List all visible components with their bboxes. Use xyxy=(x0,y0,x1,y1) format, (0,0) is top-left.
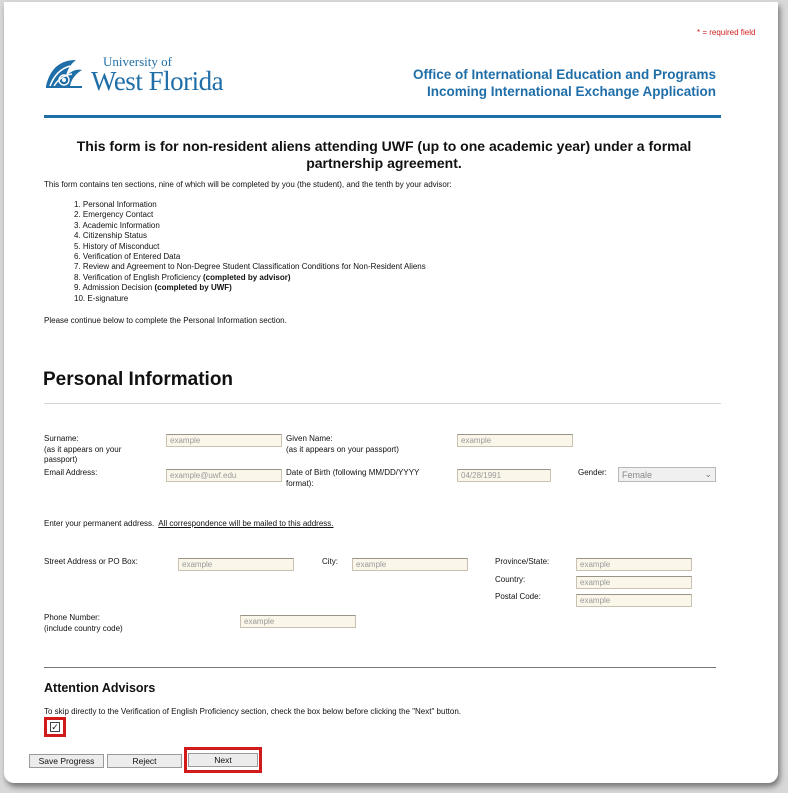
list-item: 9. Admission Decision (completed by UWF) xyxy=(74,283,232,293)
surname-hint: (as it appears on your passport) xyxy=(44,444,122,464)
address-note: All correspondence will be mailed to this address. xyxy=(158,519,334,528)
address-intro: Enter your permanent address. xyxy=(44,519,155,528)
list-item: 7. Review and Agreement to Non-Degree Student Classification Conditions for Non-Resident Aliens xyxy=(74,262,426,272)
phone-input[interactable]: example xyxy=(240,615,356,628)
list-item: 10. E-signature xyxy=(74,293,129,303)
given-name-label-group xyxy=(286,434,426,455)
reject-button[interactable]: Reject xyxy=(107,754,182,768)
dob-input[interactable]: 04/28/1991 xyxy=(457,469,551,482)
advisor-divider xyxy=(44,667,716,668)
application-title: Incoming International Exchange Application xyxy=(426,84,716,99)
street-label: Street Address or PO Box: xyxy=(44,557,138,566)
given-name-label: Given Name: xyxy=(286,434,333,443)
list-item: 1. Personal Information xyxy=(74,200,157,209)
street-input[interactable]: example xyxy=(178,558,294,571)
advisors-text: To skip directly to the Verification of English Proficiency section, check the box below before clicking the "Next" button. xyxy=(44,707,462,716)
province-label: Province/State: xyxy=(495,557,550,566)
nautilus-shell-icon xyxy=(44,56,84,94)
logo-line1: University of xyxy=(103,54,172,69)
logo-line2: West Florida xyxy=(91,66,224,96)
province-input[interactable]: example xyxy=(576,558,692,571)
country-label: Country: xyxy=(495,575,526,584)
surname-input[interactable]: example xyxy=(166,434,282,447)
section-title-personal: Personal Information xyxy=(43,369,234,390)
gender-select[interactable] xyxy=(618,467,716,482)
continue-text: Please continue below to complete the Personal Information section. xyxy=(44,316,287,325)
postal-label: Postal Code: xyxy=(495,592,541,601)
list-item: 4. Citizenship Status xyxy=(74,231,147,241)
office-heading xyxy=(344,66,716,100)
city-input[interactable]: example xyxy=(352,558,468,571)
email-label: Email Address: xyxy=(44,468,98,477)
phone-label-group xyxy=(44,613,164,634)
email-input[interactable]: example@uwf.edu xyxy=(166,469,282,482)
dob-label: Date of Birth (following MM/DD/YYYY format): xyxy=(286,468,420,488)
chevron-down-icon: ⌄ xyxy=(704,469,712,479)
surname-label: Surname: xyxy=(44,434,79,443)
list-item: 5. History of Misconduct xyxy=(74,241,160,251)
phone-label: Phone Number: xyxy=(44,613,101,622)
phone-hint: (include country code) xyxy=(44,623,123,633)
intro-text: This form contains ten sections, nine of which will be completed by you (the student), and the tenth by your advisor: xyxy=(44,180,452,189)
given-name-input[interactable]: example xyxy=(457,434,573,447)
uwf-logo xyxy=(44,54,234,96)
section-list xyxy=(74,200,714,304)
list-item: 8. Verification of English Proficiency (completed by advisor) xyxy=(74,272,291,282)
gender-label: Gender: xyxy=(578,468,607,477)
save-progress-button[interactable]: Save Progress xyxy=(29,754,104,768)
city-label: City: xyxy=(322,557,338,566)
header-divider xyxy=(44,115,721,118)
form-headline: This form is for non-resident aliens attending UWF (up to one academic year) under a formal partnership agreement. xyxy=(76,138,692,171)
required-field-note: * = required field xyxy=(697,28,756,37)
skip-to-english-checkbox[interactable]: ✓ xyxy=(51,722,59,732)
list-item: 3. Academic Information xyxy=(74,220,160,230)
office-title: Office of International Education and Programs xyxy=(412,67,716,82)
advisors-title: Attention Advisors xyxy=(44,681,156,695)
list-item: 2. Emergency Contact xyxy=(74,210,154,220)
surname-label-group xyxy=(44,434,154,466)
country-input[interactable]: example xyxy=(576,576,692,589)
section-divider xyxy=(44,403,721,404)
given-name-hint: (as it appears on your passport) xyxy=(286,444,399,454)
address-intro-line xyxy=(44,519,644,530)
postal-input[interactable]: example xyxy=(576,594,692,607)
gender-select-value: Female xyxy=(622,470,653,480)
form-sheet xyxy=(4,2,778,783)
next-button[interactable]: Next xyxy=(188,753,258,767)
list-item: 6. Verification of Entered Data xyxy=(74,252,181,262)
